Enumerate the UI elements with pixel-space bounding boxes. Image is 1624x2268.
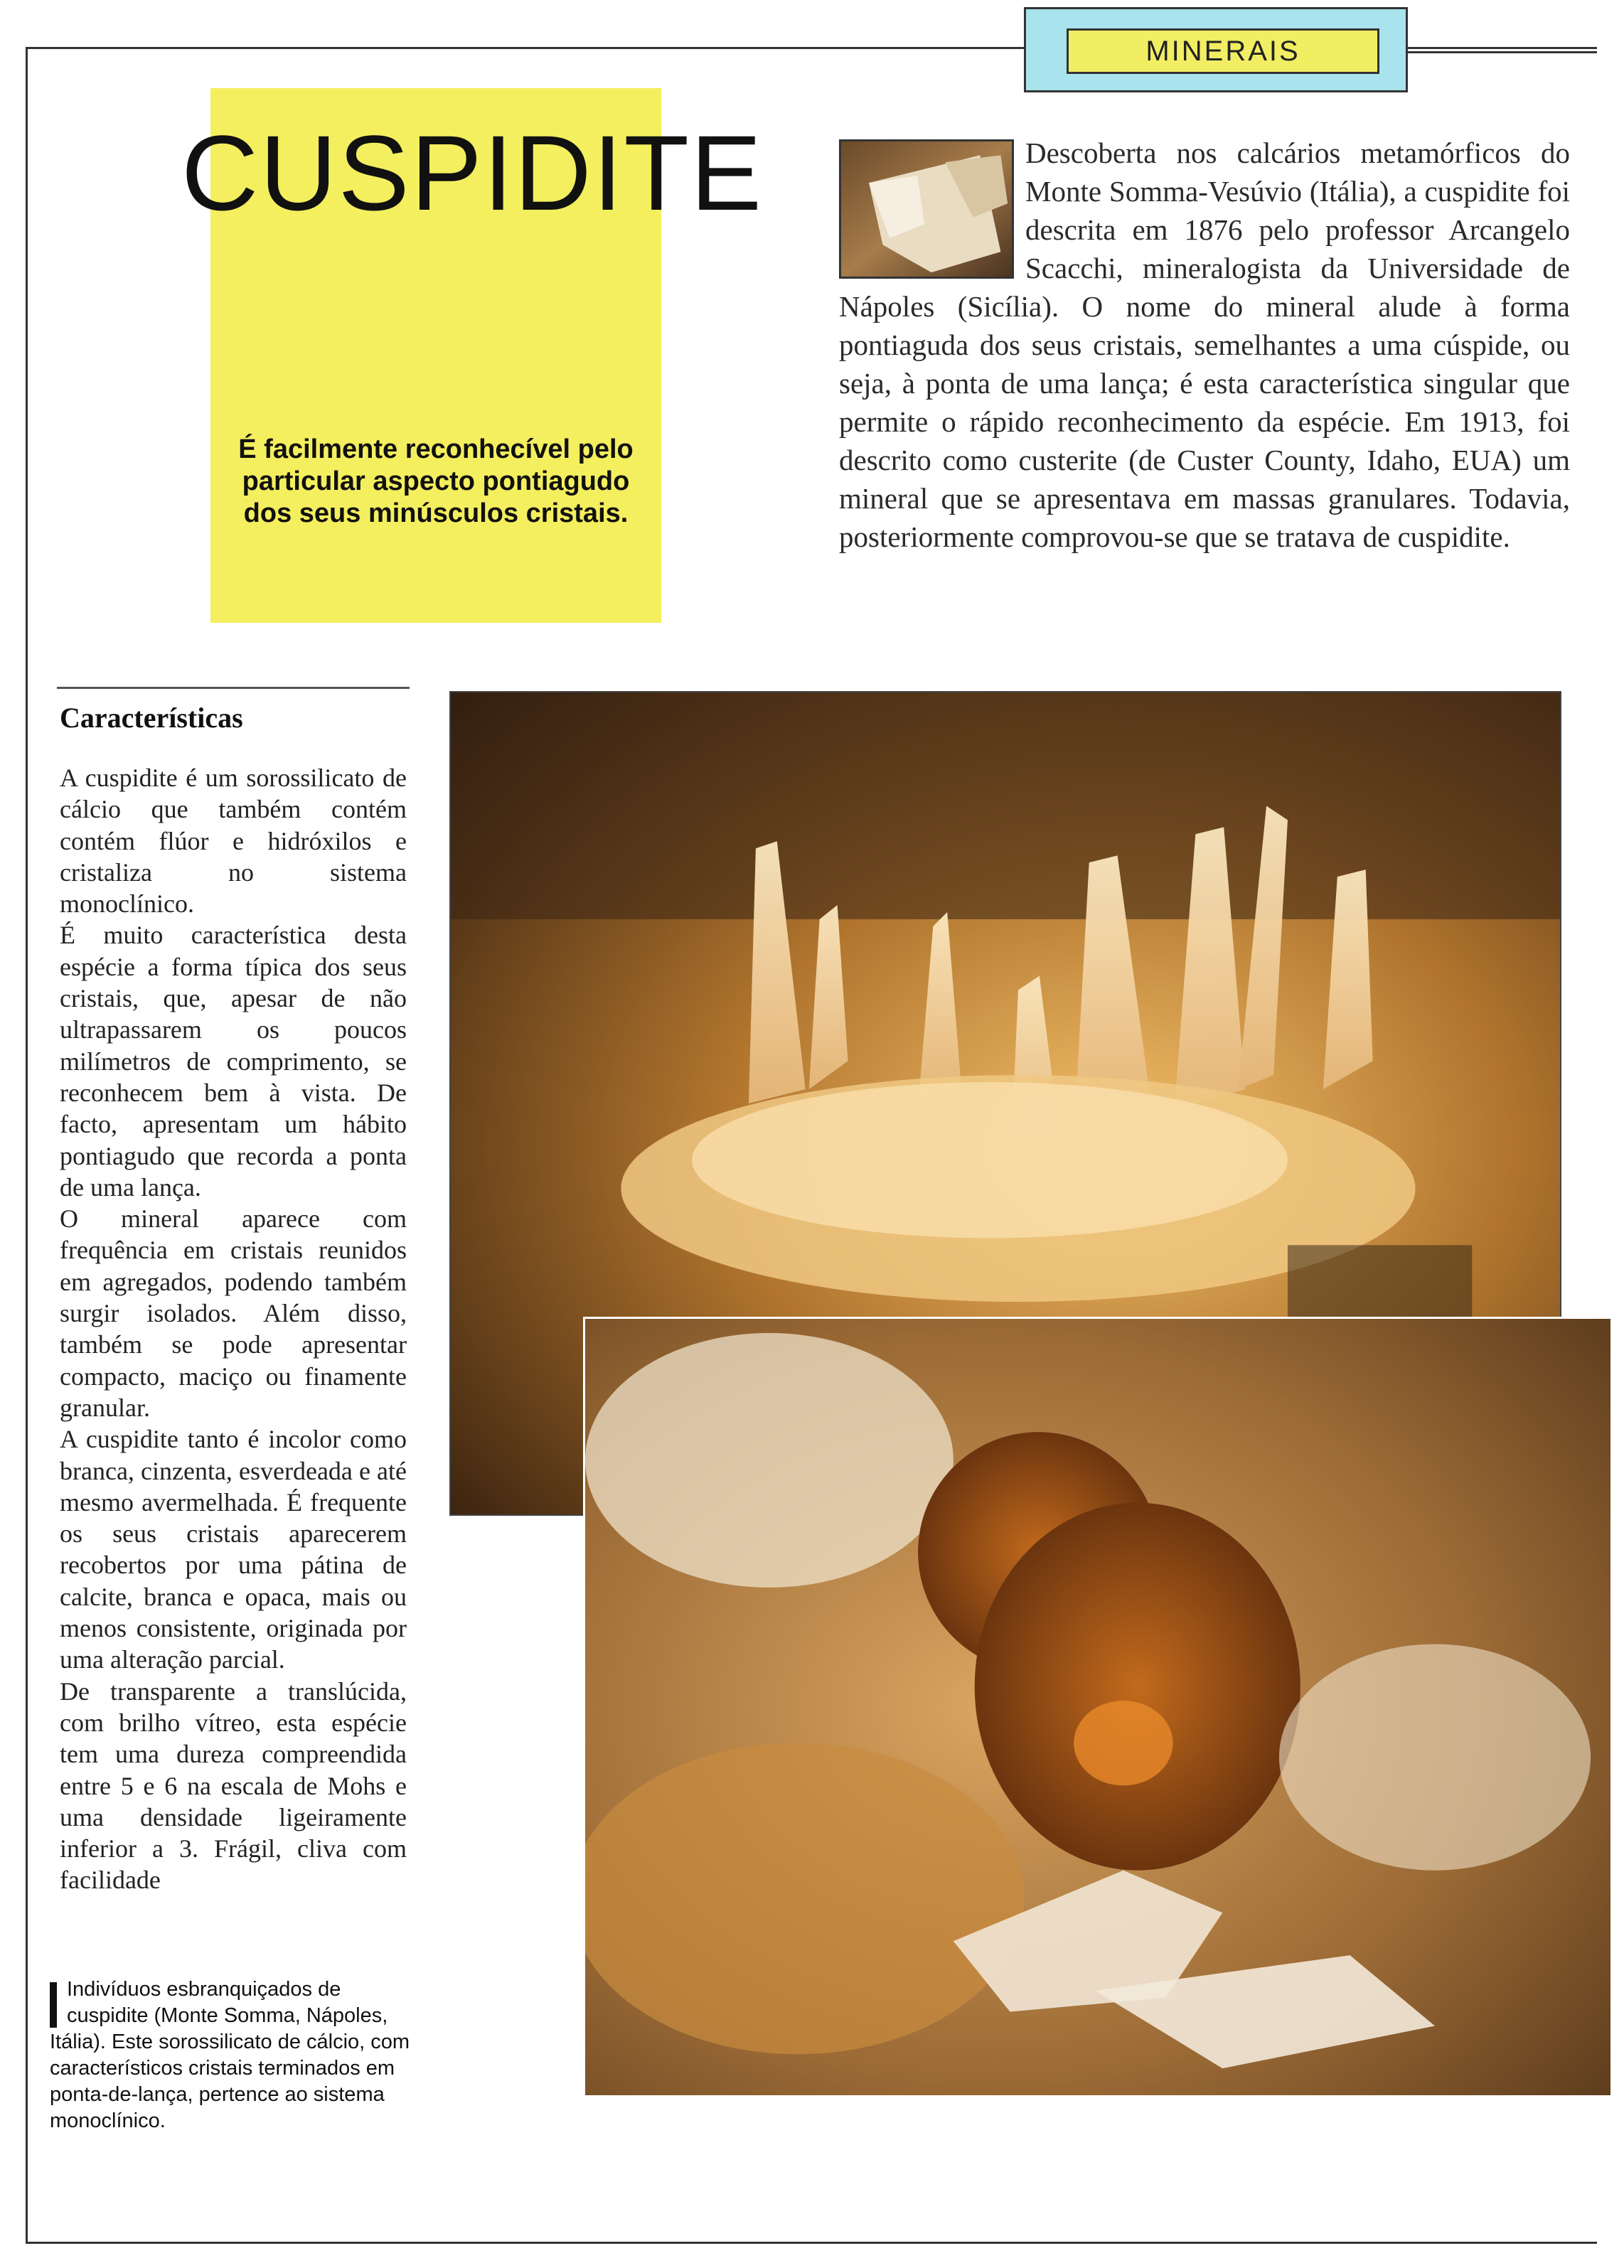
characteristics-paragraph: O mineral aparece com frequência em cristais reunidos em agregados, podendo também surgir isolados. Além disso, também se pode apresentar compacto, maciço ou finamente granular. bbox=[60, 1204, 407, 1422]
inset-crystal-photo bbox=[583, 1317, 1613, 2097]
subtitle: É facilmente reconhecível pelo particular aspecto pontiagudo dos seus minúsculos cristais. bbox=[238, 434, 634, 528]
caption-initial-mark bbox=[50, 1982, 57, 2028]
characteristics-paragraph: A cuspidite tanto é incolor como branca, cinzenta, esverdeada e até mesmo avermelhada. É frequente os seus cristais aparecerem recobertos por uma pátina de calcite, branca e opaca, mais ou menos consistente, originada por uma alteração parcial. bbox=[60, 1425, 407, 1674]
characteristics-body bbox=[60, 762, 407, 1896]
intro-paragraph: Descoberta nos calcários metamórficos do Monte Somma-Vesúvio (Itália), a cuspidite foi descrita em 1876 pelo professor Arcangelo Scacchi, mineralogista da Universidade de Nápoles (Sicília). O nome do mineral alude à forma pontiaguda dos seus cristais, semelhantes a uma cúspide, ou seja, à ponta de uma lança; é esta característica singular que permite o rápido reconhecimento da espécie. Em 1913, foi descrito como custerite (de Custer County, Idaho, EUA) um mineral que se apresentava em massas granulares. Todavia, posteriormente comprovou-se que se tratava de cuspidite. bbox=[839, 137, 1570, 553]
characteristics-heading: Características bbox=[60, 702, 243, 734]
section-rule bbox=[57, 687, 410, 689]
header-rule bbox=[1408, 51, 1597, 53]
characteristics-paragraph: De transparente a translúcida, com brilho vítreo, esta espécie tem uma dureza compreendida entre 5 e 6 na escala de Mohs e uma densidade ligeiramente inferior a 3. Frágil, cliva com facilidade bbox=[60, 1676, 407, 1895]
page-title: CUSPIDITE bbox=[181, 113, 764, 232]
characteristics-paragraph: A cuspidite é um sorossilicato de cálcio que também contém contém flúor e hidróxilos e cristaliza no sistema monoclínico. bbox=[60, 764, 407, 919]
caption-text: Indivíduos esbranquiçados de cuspidite (Monte Somma, Nápoles, Itália). Este sorossilicato de cálcio, com característicos cristais terminados em ponta-de-lança, pertence ao sistema monoclínico. bbox=[50, 1978, 410, 2132]
characteristics-paragraph: É muito característica desta espécie a forma típica dos seus cristais, que, apesar de não ultrapassarem os poucos milímetros de comprimento, se reconhecem bem à vista. De facto, apresentam um hábito pontiagudo que recorda a ponta de uma lança. bbox=[60, 921, 407, 1202]
section-label: MINERAIS bbox=[1067, 28, 1379, 74]
photo-caption bbox=[50, 1977, 420, 2134]
